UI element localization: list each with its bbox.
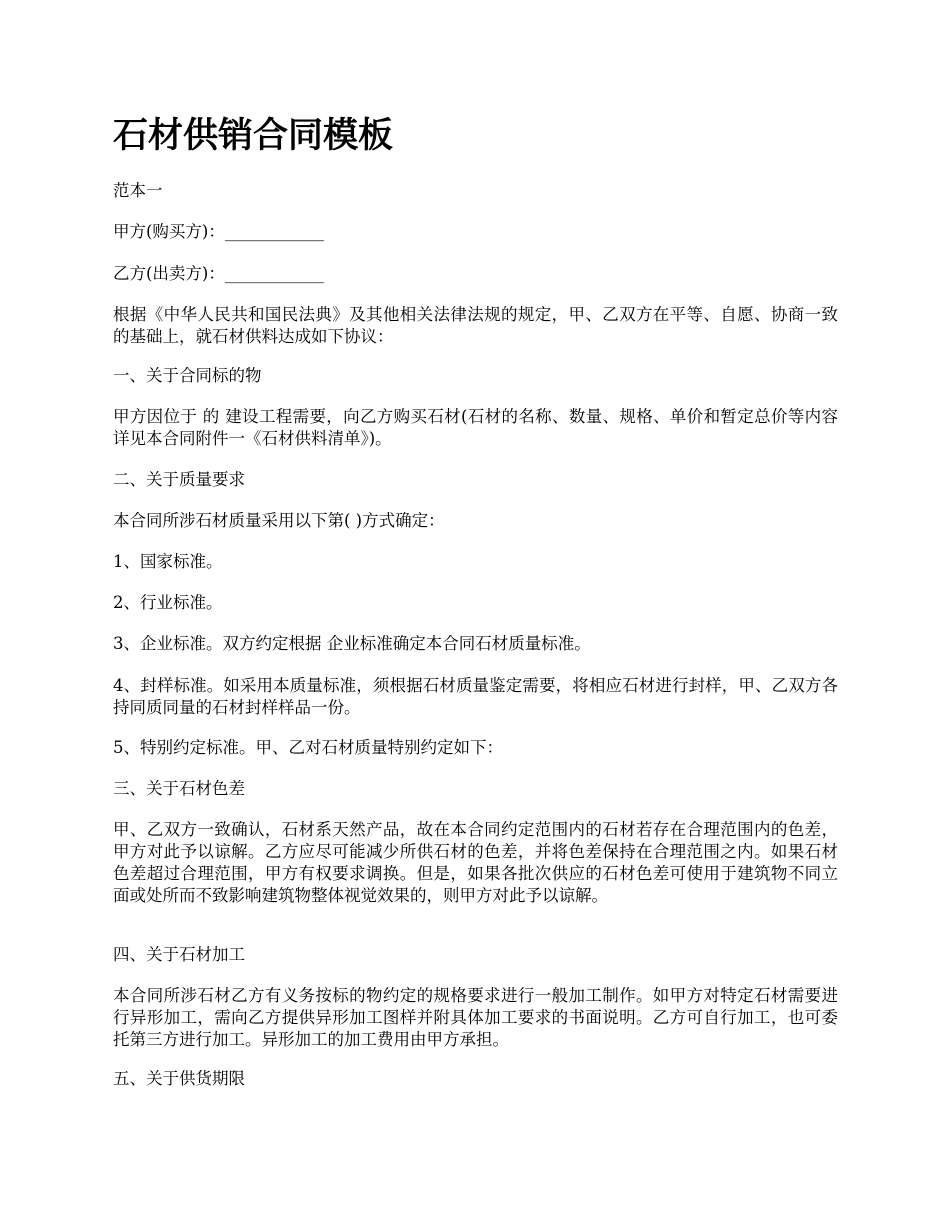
paragraph-party-a: 甲方(购买方)：____________ bbox=[113, 222, 324, 241]
paragraph-template-label: 范本一 bbox=[113, 181, 163, 200]
paragraph-processing: 本合同所涉石材乙方有义务按标的物约定的规格要求进行一般加工制作。如甲方对特定石材需要进行异形加工，需向乙方提供异形加工图样并附具体加工要求的书面说明。乙方可自行加工，也可委托第三方进行加工。异形加工的加工费用由甲方承担。 bbox=[113, 986, 838, 1049]
paragraph-subject: 甲方因位于 的 建设工程需要，向乙方购买石材(石材的名称、数量、规格、单价和暂定总价等内容详见本合同附件一《石材供料清单》)。 bbox=[113, 407, 838, 448]
section-heading-quality: 二、关于质量要求 bbox=[113, 470, 245, 489]
section-heading-processing: 四、关于石材加工 bbox=[113, 945, 245, 964]
paragraph-preamble: 根据《中华人民共和国民法典》及其他相关法律法规的规定，甲、乙双方在平等、自愿、协商一致的基础上，就石材供料达成如下协议： bbox=[113, 305, 838, 346]
section-heading-delivery: 五、关于供货期限 bbox=[113, 1069, 245, 1088]
list-item-sample-standard: 4、封样标准。如采用本质量标准，须根据石材质量鉴定需要，将相应石材进行封样，甲、乙双方各持同质同量的石材封样样品一份。 bbox=[113, 676, 838, 717]
paragraph-party-b: 乙方(出卖方)：____________ bbox=[113, 264, 324, 283]
section-heading-subject: 一、关于合同标的物 bbox=[113, 366, 262, 385]
section-heading-color: 三、关于石材色差 bbox=[113, 779, 245, 798]
list-item-industry-standard: 2、行业标准。 bbox=[113, 593, 223, 612]
list-item-enterprise-standard: 3、企业标准。双方约定根据 企业标准确定本合同石材质量标准。 bbox=[113, 634, 591, 653]
paragraph-color: 甲、乙双方一致确认，石材系天然产品，故在本合同约定范围内的石材若存在合理范围内的色差，甲方对此予以谅解。乙方应尽可能减少所供石材的色差，并将色差保持在合理范围之内。如果石材色差超过合理范围，甲方有权要求调换。但是，如果各批次供应的石材色差可使用于建筑物不同立面或处所而不致影响建筑物整体视觉效果的，则甲方对此予以谅解。 bbox=[113, 820, 838, 905]
list-item-special-standard: 5、特别约定标准。甲、乙对石材质量特别约定如下： bbox=[113, 738, 503, 757]
paragraph-quality-intro: 本合同所涉石材质量采用以下第( )方式确定： bbox=[113, 511, 445, 530]
list-item-national-standard: 1、国家标准。 bbox=[113, 552, 223, 571]
document-title: 石材供销合同模板 bbox=[113, 116, 394, 156]
